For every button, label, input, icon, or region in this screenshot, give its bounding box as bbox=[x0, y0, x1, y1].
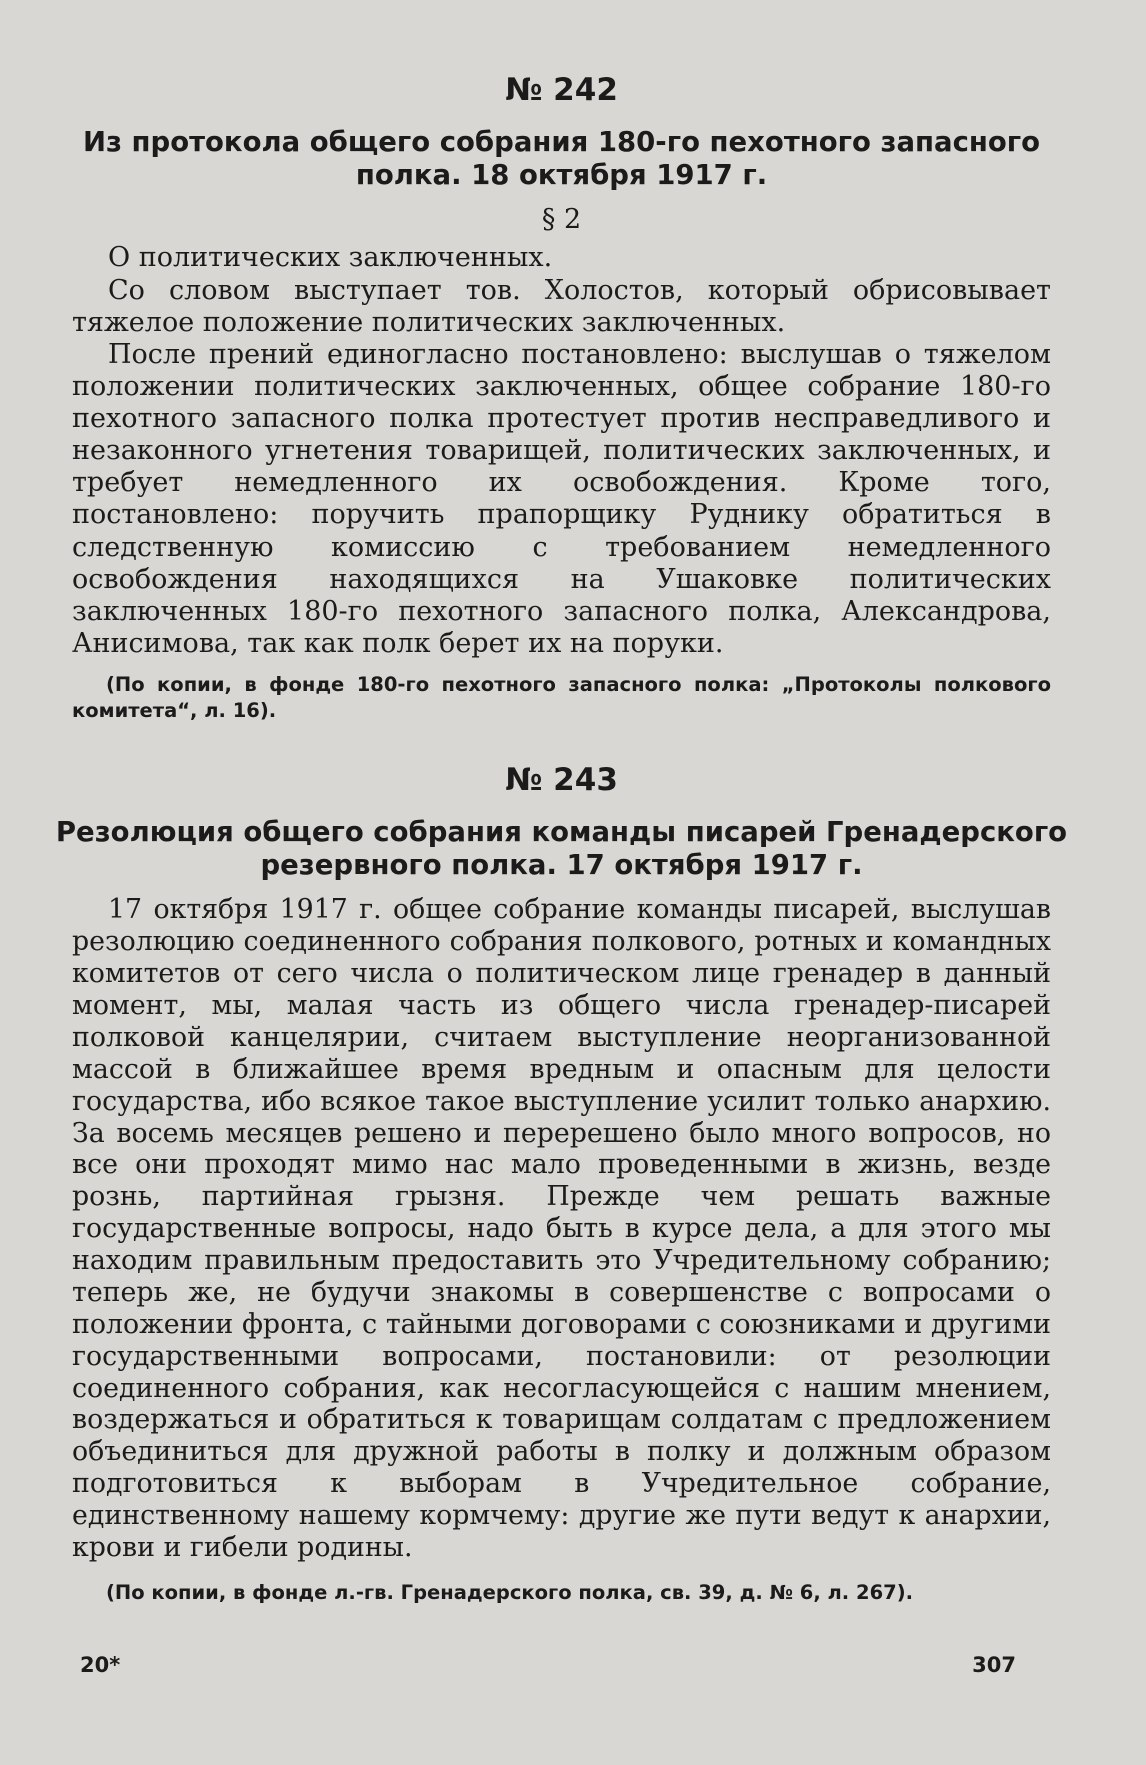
section-mark: § 2 bbox=[541, 204, 582, 235]
document-243 bbox=[55, 762, 1068, 1605]
signature-mark: 20* bbox=[80, 1653, 121, 1677]
document-title: Резолюция общего собрания команды писарей Гренадерского резервного полка. 17 октября 1917 г. bbox=[55, 816, 1068, 882]
source-note: (По копии, в фонде 180-го пехотного запасного полка: „Протоколы полкового комитета“, л. 16). bbox=[72, 673, 1051, 722]
page-number: 307 bbox=[972, 1653, 1016, 1677]
paragraph: 17 октября 1917 г. общее собрание команды писарей, выслушав резолюцию соединенного собрания полкового, ротных и командных комитетов от сего числа о политическом лице гренадер в данный момент, мы, малая часть из общего числа гренадер-писарей полковой канцелярии, считаем выступление неорганизованной массой в ближайшее время вредным и опасным для целости государства, ибо всякое такое выступление усилит только анархию. За восемь месяцев решено и перерешено было много вопросов, но все они проходят мимо нас мало проведенными в жизнь, везде рознь, партийная грызня. Прежде чем решать важные государственные вопросы, надо быть в курсе дела, а для этого мы находим правильным предоставить это Учредительному собранию; теперь же, не будучи знакомы в совершенстве с вопросами о положении фронта, с тайными договорами с союзниками и другими государственными вопросами, постановили: от резолюции соединенного собрания, как несогласующейся с нашим мнением, воздержаться и обратиться к товарищам солдатам с предложением объединиться для дружной работы в полку и должным образом подготовиться к выборам в Учредительное собрание, единственному нашему кормчему: другие же пути ведут к анархии, крови и гибели родины. bbox=[72, 894, 1051, 1563]
page-footer bbox=[80, 1653, 1016, 1677]
paragraph: Со словом выступает тов. Холостов, который обрисовывает тяжелое положение политических заключенных. bbox=[72, 274, 1051, 338]
paragraph: После прений единогласно постановлено: выслушав о тяжелом положении политических заключенных, общее собрание 180-го пехотного запасного полка протестует против несправедливого и незаконного угнетения товарищей, политических заключенных, и требует немедленного их освобождения. Кроме того, постановлено: поручить прапорщику Руднику обратиться в следственную комиссию с требованием немедленного освобождения находящихся на Ушаковке политических заключенных 180-го пехотного запасного полка, Александрова, Анисимова, так как полк берет их на поруки. bbox=[72, 338, 1051, 659]
paragraph: О политических заключенных. bbox=[108, 242, 553, 274]
document-number: № 243 bbox=[505, 762, 618, 799]
document-number: № 242 bbox=[505, 72, 618, 108]
document-title: Из протокола общего собрания 180-го пехотного запасного полка. 18 октября 1917 г. bbox=[82, 126, 1041, 191]
source-note: (По копии, в фонде л.-гв. Гренадерского полка, св. 39, д. № 6, л. 267). bbox=[106, 1580, 914, 1604]
spacer bbox=[72, 723, 1051, 765]
document-242 bbox=[72, 72, 1051, 723]
